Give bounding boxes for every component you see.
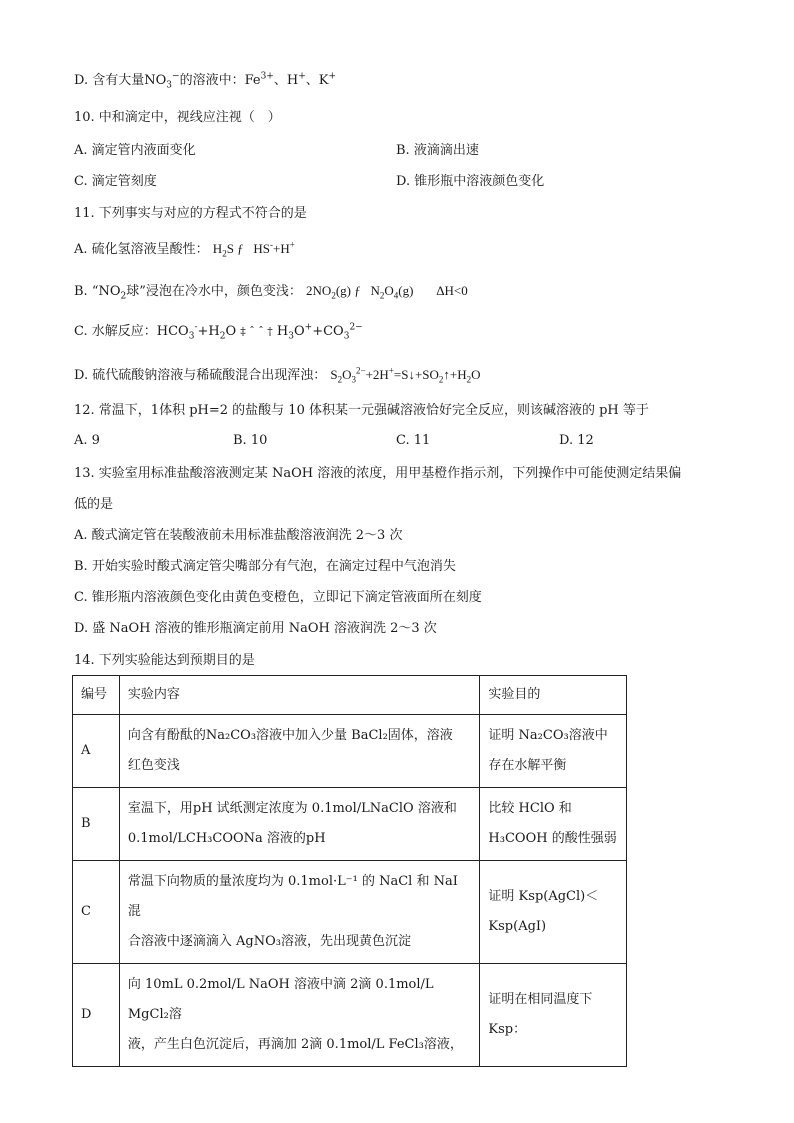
q10-option-d: D. 锥形瓶中溶液颜色变化: [396, 174, 545, 189]
row-content: [119, 964, 480, 1067]
eq-part: (g): [398, 283, 414, 298]
row-purpose: [480, 788, 627, 861]
purpose-line: 证明在相同温度下: [488, 992, 593, 1007]
superscript: +: [328, 71, 337, 82]
q12-option-a: A. 9: [74, 433, 100, 448]
q12-stem: 12. 常温下，1体积 pH=2 的盐酸与 10 体积某一元强碱溶液恰好完全反应，则该碱溶液的 pH 等于: [74, 403, 649, 418]
eq-part: 2NO: [306, 283, 332, 298]
content-line: 向 10mL 0.2mol/L NaOH 溶液中滴 2滴 0.1mol/L MgCl₂溶: [127, 977, 434, 1022]
q11-option-b: B. “$NO_2$球”浸泡在冷水中，颜色变浅： $2NO_2(g)$ ƒ $N_2O_4(g)$ ΔH<0: [74, 283, 468, 302]
q13-stem-line1: 13. 实验室用标准盐酸溶液测定某 NaOH 溶液的浓度，用甲基橙作指示剂，下列操作中可能使测定结果偏: [74, 466, 682, 481]
eq-part: S: [330, 367, 338, 382]
row-id: D: [73, 964, 120, 1067]
table-row: [73, 861, 627, 964]
row-purpose: [480, 964, 627, 1067]
eq-part: (g): [335, 283, 351, 298]
content-line: 0.1mol/LCH₃COONa 溶液的pH: [127, 831, 326, 846]
purpose-line: H₃COOH 的酸性强弱: [488, 831, 617, 846]
header-cell-purpose: 实验目的: [480, 676, 627, 715]
equilibrium-symbol: ‡ ˆ ˆ †: [240, 325, 273, 338]
subscript: 3: [166, 80, 173, 91]
eq-part: ƒ: [237, 241, 244, 256]
q10-option-c: C. 滴定管刻度: [74, 174, 157, 189]
q11-stem: 11. 下列事实与对应的方程式不符合的是: [74, 206, 307, 221]
row-content: [119, 788, 480, 861]
q13-stem-line2: 低的是: [74, 497, 114, 512]
table-header-row: [73, 676, 627, 715]
q10-option-b: B. 液滴滴出速: [396, 143, 479, 158]
q11-option-d: [74, 366, 481, 385]
header-cell-id: 编号: [73, 676, 120, 715]
option-text-rest2: 、K: [305, 73, 329, 88]
content-line: 向含有酚酞的Na₂CO₃溶液中加入少量 BaCl₂固体，溶液: [127, 728, 453, 743]
purpose-line: 比较 HClO 和: [488, 801, 572, 816]
eq-part: N: [370, 283, 380, 298]
q13-option-d: D. 盛 NaOH 溶液的锥形瓶滴定前用 NaOH 溶液润洗 2～3 次: [74, 621, 437, 636]
row-content: [119, 861, 480, 964]
eq-part: ↑+H: [443, 367, 467, 382]
eq-part: ΔH<0: [436, 283, 468, 298]
equation: $2NO_2(g)$ ƒ $N_2O_4(g)$ ΔH<0: [306, 283, 468, 301]
equation: $S_2O_3^{2-}+2H^+=S↓+SO_2↑+H_2O$: [330, 365, 481, 385]
q13-option-c: C. 锥形瓶内溶液颜色变化由黄色变橙色，立即记下滴定管液面所在刻度: [74, 590, 482, 605]
eq-part: H: [212, 241, 223, 256]
superscript: 3+: [260, 71, 274, 82]
q10-option-a: A. 滴定管内液面变化: [74, 143, 196, 158]
equation: $H_2S$ ƒ HS-+H+: [212, 239, 295, 259]
header-cell-content: 实验内容: [119, 676, 480, 715]
q11-option-c: C. 水解反应：$HCO_3^-+H_2O$ ‡ ˆ ˆ † $H_3O^++CO_3^{2-}$: [74, 322, 363, 342]
q11-option-a: [74, 240, 295, 259]
purpose-line: Ksp：: [488, 1022, 527, 1037]
q14-stem: 14. 下列实验能达到预期目的是: [74, 653, 255, 668]
superscript: +: [298, 71, 306, 82]
q12-option-b: B. 10: [233, 433, 268, 448]
eq-part: +H: [273, 241, 290, 256]
option-text: B. “NO: [74, 284, 121, 299]
table-row: [73, 788, 627, 861]
experiment-table: [72, 675, 627, 1067]
purpose-line: Ksp(AgI): [488, 919, 547, 934]
content-line: 室温下，用pH 试纸测定浓度为 0.1mol/LNaClO 溶液和: [127, 801, 457, 816]
row-id: B: [73, 788, 120, 861]
content-line: 合溶液中逐滴滴入 AgNO₃溶液，先出现黄色沉淀: [127, 934, 411, 949]
option-text: H: [276, 324, 289, 339]
q13-option-b: B. 开始实验时酸式滴定管尖嘴部分有气泡，在滴定过程中气泡消失: [74, 559, 456, 574]
row-purpose: [480, 861, 627, 964]
eq-part: HS: [253, 241, 271, 256]
purpose-line: 存在水解平衡: [488, 758, 567, 773]
content-line: 液，产生白色沉淀后，再滴加 2滴 0.1mol/L FeCl₃溶液，: [127, 1037, 463, 1052]
q9-option-d: [74, 72, 336, 90]
eq-part: O: [384, 283, 394, 298]
table-row: [73, 964, 627, 1067]
option-text: 球”浸泡在冷水中，颜色变浅：: [126, 284, 302, 299]
superscript: −: [172, 71, 180, 82]
content-line: 红色变浅: [127, 758, 180, 773]
option-text: A. 硫化氢溶液呈酸性：: [74, 242, 209, 257]
content-line: 常温下向物质的量浓度均为 0.1mol·L⁻¹ 的 NaCl 和 NaI 混: [127, 874, 458, 919]
eq-part: +2H: [365, 367, 389, 382]
option-text: +CO: [312, 324, 344, 339]
option-text-tail: 的溶液中：Fe: [179, 73, 261, 88]
option-text-rest: 、H: [273, 73, 299, 88]
purpose-line: 证明 Na₂CO₃溶液中: [488, 728, 608, 743]
row-id: C: [73, 861, 120, 964]
q10-stem: 10. 中和滴定中，视线应注视（ ）: [74, 110, 281, 125]
eq-part: O: [342, 367, 352, 382]
q12-option-c: C. 11: [396, 433, 431, 448]
q13-option-a: A. 酸式滴定管在装酸液前未用标准盐酸溶液润洗 2～3 次: [74, 528, 403, 543]
eq-part: S: [226, 241, 234, 256]
option-text: O: [225, 324, 237, 339]
option-text: 含有大量NO: [92, 73, 167, 88]
purpose-line: 证明 Ksp(AgCl)＜: [488, 889, 599, 904]
q12-option-d: D. 12: [559, 433, 594, 448]
eq-part: ƒ: [354, 283, 361, 298]
table-row: [73, 715, 627, 788]
row-id: A: [73, 715, 120, 788]
row-purpose: [480, 715, 627, 788]
option-text: O: [293, 324, 305, 339]
eq-part: =S↓+SO: [393, 367, 439, 382]
option-text: D. 硫代硫酸钠溶液与稀硫酸混合出现浑浊：: [74, 368, 327, 383]
row-content: [119, 715, 480, 788]
option-text: +H: [197, 324, 220, 339]
option-text: C. 水解反应：HCO: [74, 324, 189, 339]
option-label: D.: [74, 73, 89, 88]
eq-part: O: [471, 367, 481, 382]
